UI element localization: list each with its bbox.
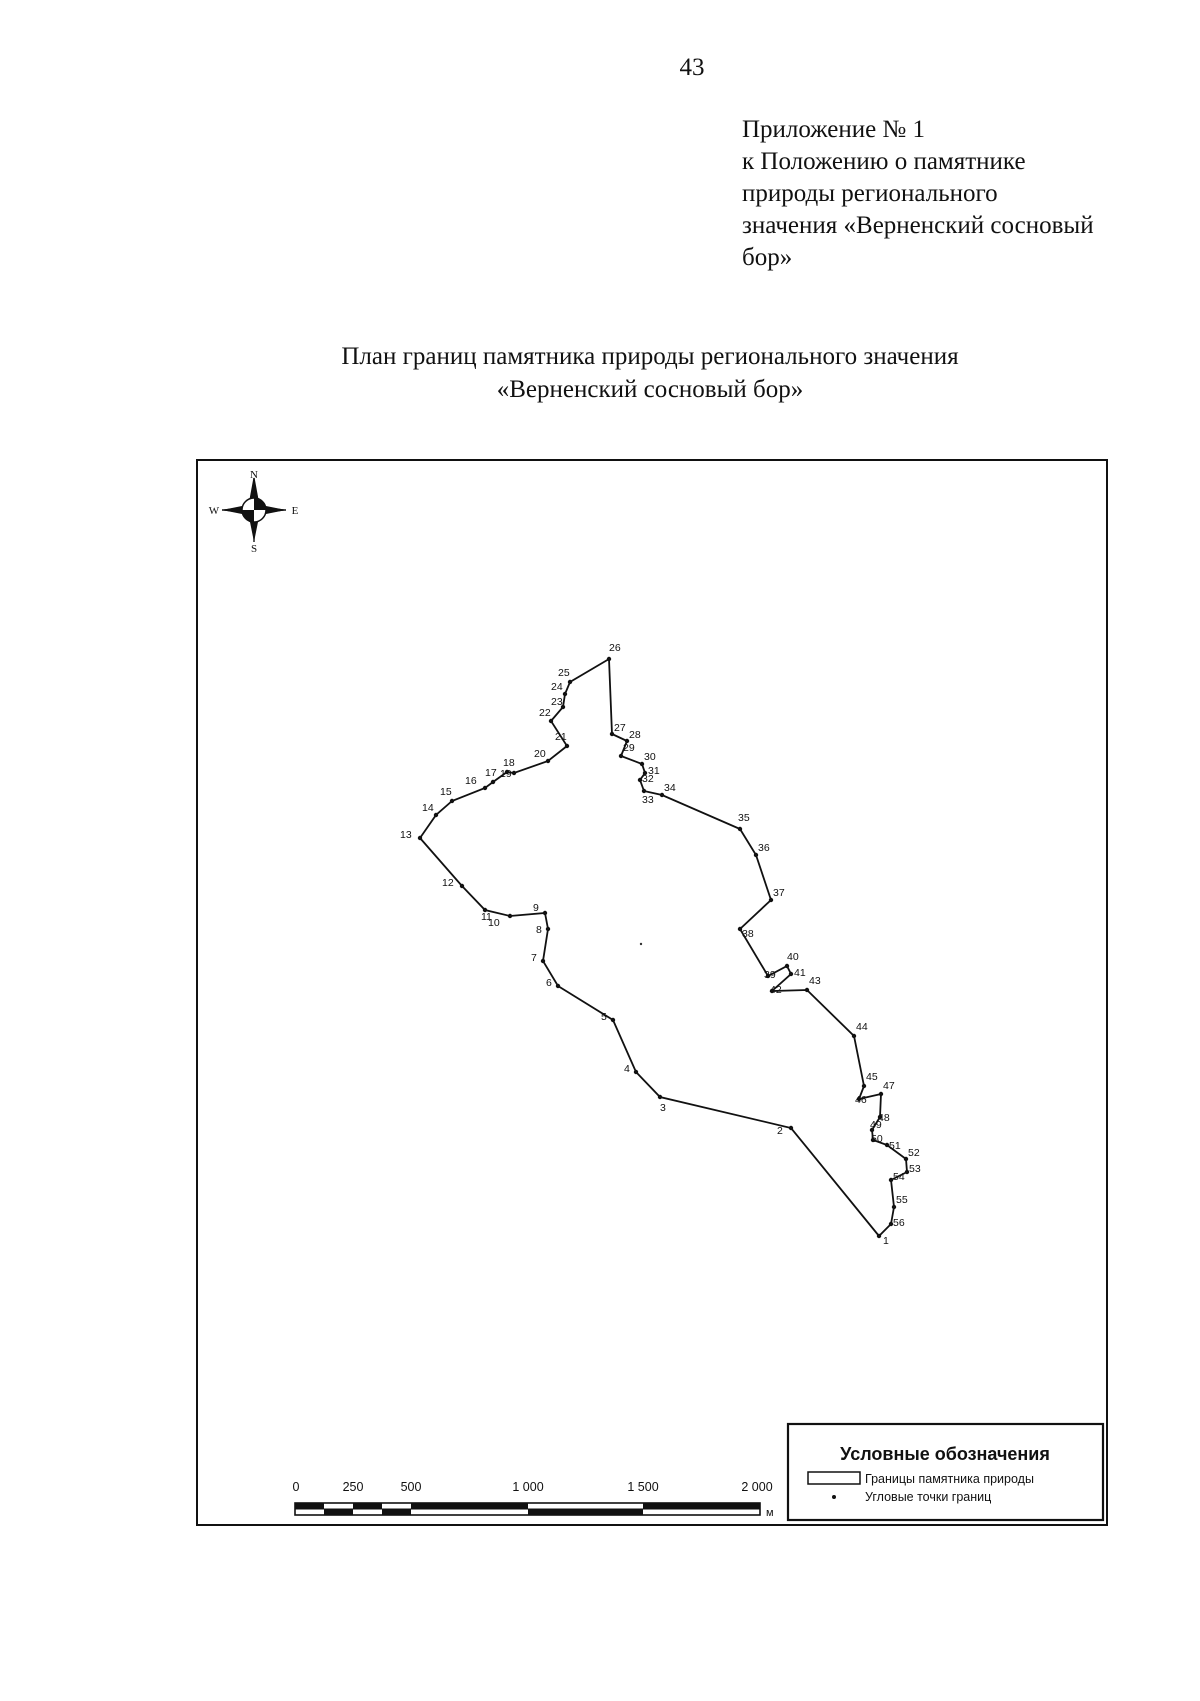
boundary-point-label-15: 15 <box>440 786 452 798</box>
boundary-point-label-24: 24 <box>551 681 563 693</box>
boundary-point-label-52: 52 <box>908 1147 920 1159</box>
legend-item-points: Угловые точки границ <box>865 1490 992 1504</box>
boundary-point-label-34: 34 <box>664 782 676 794</box>
boundary-point-label-4: 4 <box>624 1063 630 1075</box>
boundary-point-label-42: 42 <box>770 984 782 996</box>
boundary-point-label-38: 38 <box>742 928 754 940</box>
boundary-point-label-33: 33 <box>642 794 654 806</box>
boundary-point-label-54: 54 <box>893 1171 905 1183</box>
boundary-point-1 <box>877 1234 881 1238</box>
boundary-point-label-17: 17 <box>485 767 497 779</box>
boundary-point-label-20: 20 <box>534 748 546 760</box>
boundary-point-label-23: 23 <box>551 696 563 708</box>
boundary-point-label-55: 55 <box>896 1194 908 1206</box>
boundary-point-29 <box>619 754 623 758</box>
boundary-point-label-36: 36 <box>758 842 770 854</box>
boundary-point-label-48: 48 <box>878 1112 890 1124</box>
boundary-point-25 <box>568 680 572 684</box>
appendix-line-3: природы регионального <box>742 180 998 207</box>
boundary-point-label-10: 10 <box>488 917 500 929</box>
boundary-point-label-45: 45 <box>866 1071 878 1083</box>
scale-label-1000: 1 000 <box>512 1480 544 1494</box>
boundary-point-label-39: 39 <box>764 969 776 981</box>
boundary-point-label-2: 2 <box>777 1125 783 1137</box>
legend <box>788 1424 1103 1520</box>
boundary-point-label-28: 28 <box>629 729 641 741</box>
scale-label-500: 500 <box>400 1480 422 1494</box>
boundary-point-3 <box>658 1095 662 1099</box>
legend-item-boundary: Границы памятника природы <box>865 1472 1034 1486</box>
boundary-point-9 <box>543 911 547 915</box>
boundary-point-16 <box>483 786 487 790</box>
boundary-point-label-25: 25 <box>558 667 570 679</box>
boundary-point-21 <box>565 744 569 748</box>
scale-label-1500: 1 500 <box>627 1480 659 1494</box>
boundary-point-7 <box>541 959 545 963</box>
plan-title-line-2: «Верненский сосновый бор» <box>496 376 804 403</box>
boundary-point-label-50: 50 <box>871 1133 883 1145</box>
boundary-point-label-37: 37 <box>773 887 785 899</box>
boundary-point-label-46: 46 <box>855 1094 867 1106</box>
compass-w-label: W <box>208 505 220 517</box>
boundary-point-label-13: 13 <box>400 829 412 841</box>
boundary-point-label-3: 3 <box>660 1102 666 1114</box>
boundary-point-label-8: 8 <box>536 924 542 936</box>
boundary-point-24 <box>563 692 567 696</box>
boundary-point-label-35: 35 <box>738 812 750 824</box>
boundary-point-12 <box>460 884 464 888</box>
boundary-point-label-43: 43 <box>809 975 821 987</box>
boundary-point-label-18: 18 <box>503 757 515 769</box>
boundary-point-label-14: 14 <box>422 802 434 814</box>
compass-rose-icon <box>209 469 299 555</box>
boundary-point-label-30: 30 <box>644 751 656 763</box>
boundary-point-label-5: 5 <box>601 1011 607 1023</box>
boundary-point-label-21: 21 <box>555 731 567 743</box>
boundary-point-10 <box>508 914 512 918</box>
appendix-line-1: Приложение № 1 <box>742 116 926 143</box>
scale-unit-label: м <box>766 1507 774 1519</box>
boundary-point-13 <box>418 836 422 840</box>
boundary-point-label-7: 7 <box>531 952 537 964</box>
boundary-point-47 <box>879 1092 883 1096</box>
boundary-point-label-32: 32 <box>642 773 654 785</box>
boundary-line <box>420 659 907 1236</box>
map-center-dot <box>640 943 642 945</box>
scale-bar <box>293 1480 774 1519</box>
boundary-point-19 <box>512 771 516 775</box>
boundary-point-label-40: 40 <box>787 951 799 963</box>
boundary-point-44 <box>852 1034 856 1038</box>
boundary-point-label-26: 26 <box>609 642 621 654</box>
compass-n-label: N <box>250 469 258 481</box>
boundary-point-label-51: 51 <box>889 1140 901 1152</box>
boundary-point-label-29: 29 <box>623 742 635 754</box>
legend-title: Условные обозначения <box>840 1444 1050 1464</box>
legend-point-swatch <box>832 1495 836 1499</box>
boundary-point-26 <box>607 657 611 661</box>
boundary-point-label-6: 6 <box>546 977 552 989</box>
boundary-point-label-16: 16 <box>465 775 477 787</box>
legend-boundary-swatch <box>808 1472 860 1484</box>
boundary-point-2 <box>789 1126 793 1130</box>
boundary-point-40 <box>785 964 789 968</box>
boundary-point-41 <box>789 972 793 976</box>
page-number: 43 <box>679 54 705 81</box>
boundary-point-8 <box>546 927 550 931</box>
boundary-point-label-1: 1 <box>883 1235 889 1247</box>
boundary-point-14 <box>434 813 438 817</box>
boundary-point-33 <box>642 789 646 793</box>
boundary-point-20 <box>546 759 550 763</box>
boundary-point-15 <box>450 799 454 803</box>
appendix-line-4: значения «Верненский сосновый <box>742 212 1094 239</box>
boundary-point-label-22: 22 <box>539 707 551 719</box>
boundary-points <box>400 642 921 1247</box>
boundary-point-43 <box>805 988 809 992</box>
boundary-point-label-47: 47 <box>883 1080 895 1092</box>
compass-s-label: S <box>250 543 258 555</box>
compass-e-label: E <box>291 505 299 517</box>
scale-label-0: 0 <box>292 1480 300 1494</box>
boundary-point-label-56: 56 <box>893 1217 905 1229</box>
boundary-point-label-41: 41 <box>794 967 806 979</box>
boundary-point-label-31: 31 <box>648 765 660 777</box>
boundary-point-35 <box>738 827 742 831</box>
boundary-point-label-27: 27 <box>614 722 626 734</box>
boundary-point-22 <box>549 719 553 723</box>
boundary-point-17 <box>491 780 495 784</box>
boundary-point-label-9: 9 <box>533 902 539 914</box>
scale-label-2000: 2 000 <box>741 1480 773 1494</box>
boundary-point-6 <box>556 984 560 988</box>
boundary-point-4 <box>634 1070 638 1074</box>
plan-title-line-1: План границ памятника природы регионального значения <box>341 343 959 370</box>
map-frame <box>197 460 1107 1525</box>
scale-label-250: 250 <box>342 1480 364 1494</box>
appendix-line-5: бор» <box>742 244 793 271</box>
boundary-point-label-53: 53 <box>909 1163 921 1175</box>
boundary-point-label-11: 11 <box>481 911 492 923</box>
boundary-point-label-19: 19 <box>500 768 512 780</box>
boundary-point-label-49: 49 <box>870 1119 882 1131</box>
boundary-point-5 <box>611 1018 615 1022</box>
boundary-point-label-12: 12 <box>442 877 454 889</box>
boundary-point-label-44: 44 <box>856 1021 868 1033</box>
boundary-point-45 <box>862 1084 866 1088</box>
appendix-line-2: к Положению о памятнике <box>742 148 1026 175</box>
